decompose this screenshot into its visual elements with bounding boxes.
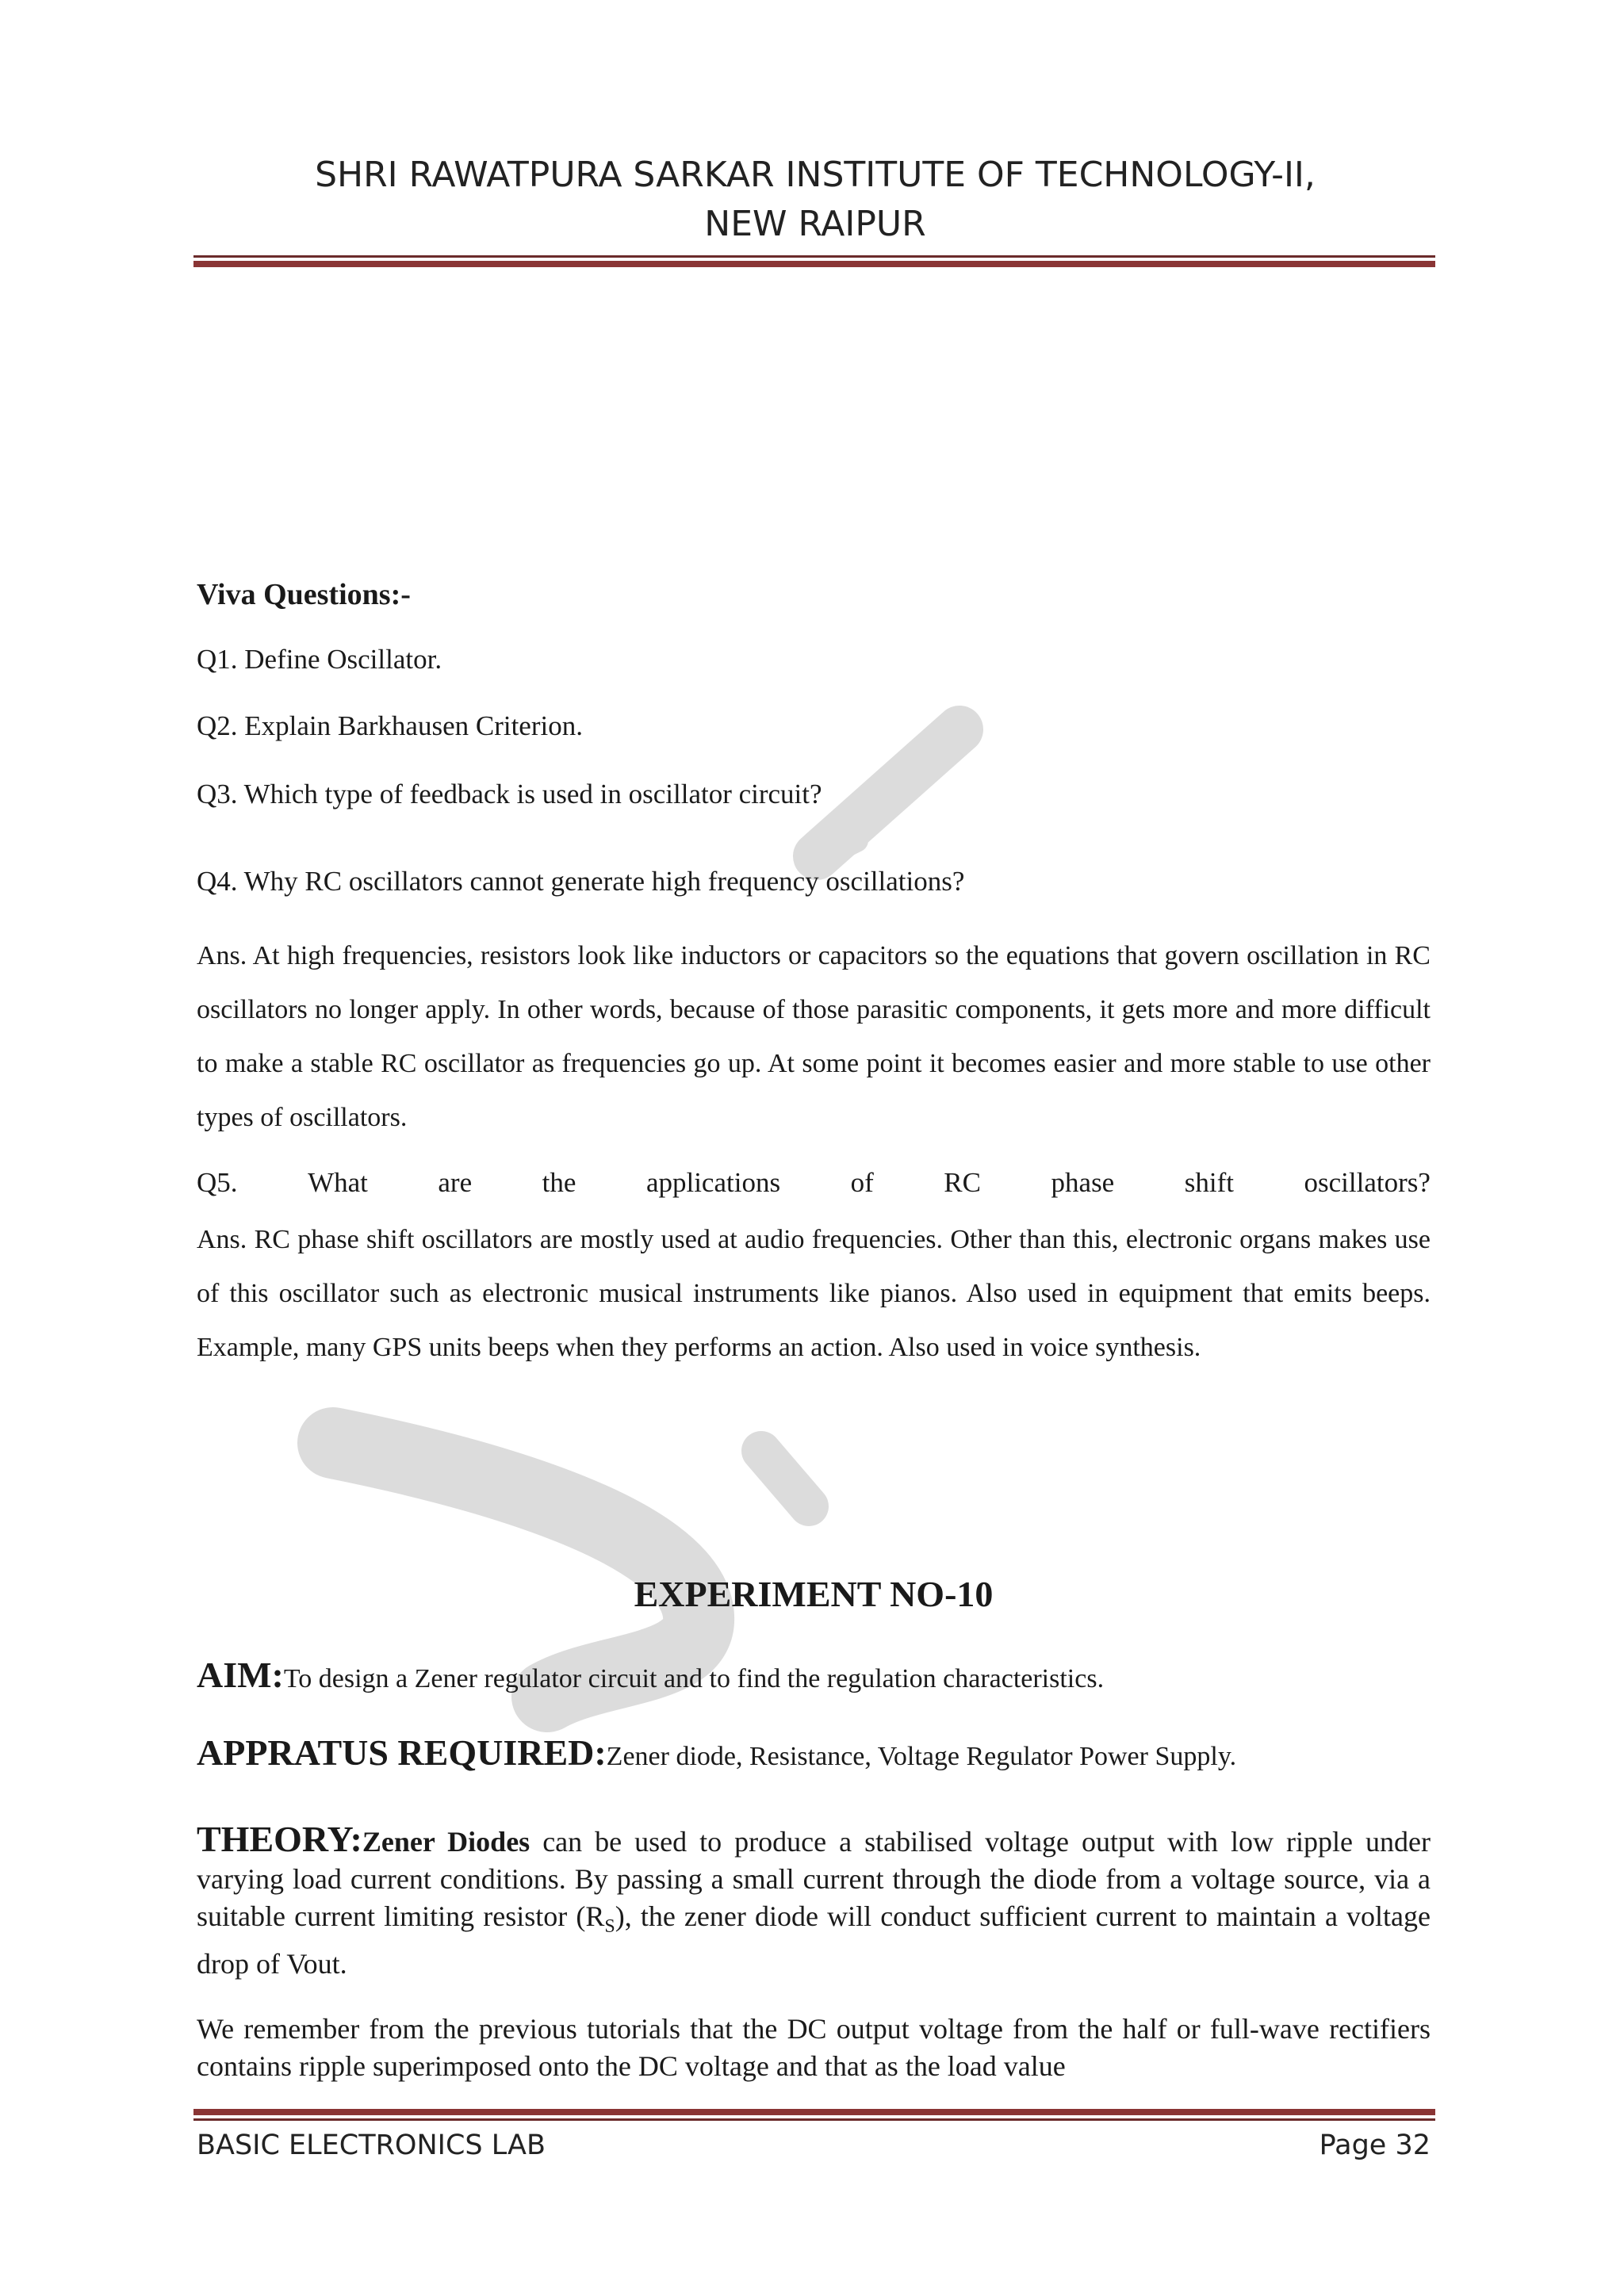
page-footer [197,2130,1431,2161]
q5-word: the [542,1167,576,1198]
footer-divider [193,2109,1435,2121]
q5-word: oscillators? [1304,1167,1431,1198]
header-divider [193,255,1435,267]
viva-question-3: Q3. Which type of feedback is used in oscillator circuit? [197,779,822,809]
answer-5-text: Ans. RC phase shift oscillators are mostly used at audio frequencies. Other than this, electronic organs makes use of this oscillator such as electronic musical instruments like pianos. Also used in equipment that emits beeps. Example, many GPS units beeps when they performs an action. Also used in voice synthesis. [197,1225,1431,1362]
answer-4-text: Ans. At high frequencies, resistors look like inductors or capacitors so the equations that govern oscillation in RC oscillators no longer apply. In other words, because of those parasitic components, it gets more and more difficult to make a stable RC oscillator as frequencies go up. At some point it becomes easier and more stable to use other types of oscillators. [197,941,1431,1132]
apparatus-label: APPRATUS REQUIRED: [197,1732,607,1773]
theory-text-b: ), the zener diode will conduct sufficient current to maintain a voltage drop of Vout. [197,1900,1431,1980]
q5-word: of [850,1167,874,1198]
ripple-paragraph: We remember from the previous tutorials that the DC output voltage from the half or full-wave rectifiers contains ripple superimposed onto the DC voltage and that as the load value [197,2013,1431,2082]
theory-label: THEORY: [197,1819,362,1859]
institute-location: NEW RAIPUR [704,204,926,244]
q5-word: applications [645,1167,781,1198]
viva-answer-4 [197,929,1431,1145]
viva-answer-5 [197,1213,1431,1375]
aim-text: To design a Zener regulator circuit and to find the regulation characteristics. [283,1664,1105,1693]
q5-word: What [308,1167,368,1198]
apparatus-line [197,1732,1431,1774]
institute-name: SHRI RAWATPURA SARKAR INSTITUTE OF TECHNOLOGY-II, [315,155,1316,195]
q5-word: Q5. [197,1167,238,1198]
q5-word: are [438,1167,473,1198]
theory-subscript: S [604,1916,615,1938]
aim-line [197,1654,1431,1696]
theory-bold-term: Zener Diodes [362,1826,530,1858]
q5-word: RC [944,1167,981,1198]
viva-question-1: Q1. Define Oscillator. [197,644,442,675]
experiment-title: EXPERIMENT NO-10 [634,1574,994,1614]
page-header [197,151,1434,249]
viva-question-4: Q4. Why RC oscillators cannot generate high frequency oscillations? [197,866,965,897]
footer-lab-name: BASIC ELECTRONICS LAB [197,2130,546,2161]
theory-text-a: can be used to produce a stabilised voltage output with low ripple under varying load current conditions. By passing a small current through the diode from a voltage source, via a suitable current limiting resistor (R [197,1826,1431,1932]
page-number: Page 32 [1319,2130,1431,2161]
q5-word: phase [1051,1167,1115,1198]
apparatus-text: Zener diode, Resistance, Voltage Regulator Power Supply. [606,1742,1237,1771]
theory-paragraph [197,1820,1431,1983]
viva-heading: Viva Questions:- [197,578,411,611]
q5-word: shift [1184,1167,1234,1198]
viva-question-5 [197,1167,1431,1199]
aim-label: AIM: [197,1655,284,1695]
viva-question-2: Q2. Explain Barkhausen Criterion. [197,710,583,741]
